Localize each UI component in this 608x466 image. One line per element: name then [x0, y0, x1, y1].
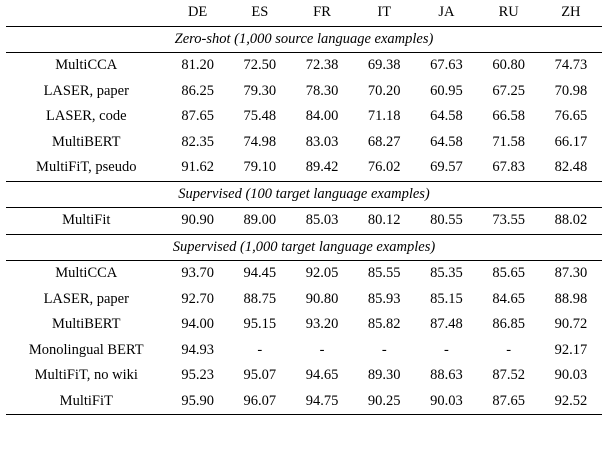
cell-value: 85.15	[430, 290, 463, 307]
cell-value: 60.95	[430, 82, 463, 99]
table-row	[6, 312, 602, 338]
cell-value: 94.93	[181, 341, 214, 358]
column-header-es: ES	[251, 4, 269, 21]
column-header-ru: RU	[498, 4, 519, 21]
cell-value: 87.65	[181, 108, 214, 125]
cell-value: 72.50	[229, 53, 291, 79]
row-label: MultiFit	[6, 208, 167, 235]
cell-value: 87.30	[540, 261, 602, 287]
cell-value: 88.63	[430, 367, 463, 384]
cell-value: 90.03	[554, 367, 588, 384]
cell-value: 85.65	[478, 261, 540, 287]
cell-value: 93.70	[167, 261, 229, 287]
cell-value: 70.98	[554, 82, 588, 99]
cell-value: 74.98	[243, 133, 277, 150]
cell-value: 83.03	[305, 133, 339, 150]
column-header-ja: JA	[438, 4, 455, 21]
column-header-it: IT	[377, 4, 392, 21]
cell-value: -	[444, 341, 449, 358]
cell-value: 89.30	[367, 367, 401, 384]
cell-value: 88.02	[540, 208, 602, 235]
cell-value: 94.00	[181, 316, 214, 333]
cell-value: 87.65	[478, 389, 540, 415]
cell-value: 76.65	[554, 108, 588, 125]
row-label: LASER, paper	[43, 290, 129, 307]
cell-value: 95.90	[167, 389, 229, 415]
cell-value: 96.07	[229, 389, 291, 415]
cell-value: 88.98	[554, 290, 588, 307]
cell-value: 73.55	[478, 208, 540, 235]
cell-value: 86.25	[181, 82, 214, 99]
table-row	[6, 208, 602, 235]
cell-value: 60.80	[478, 53, 540, 79]
table-row	[6, 130, 602, 156]
table-row	[6, 363, 602, 389]
cell-value: 85.03	[291, 208, 353, 235]
cell-value: 95.07	[243, 367, 277, 384]
cell-value: 71.58	[492, 133, 525, 150]
cell-value: 70.20	[367, 82, 401, 99]
cell-value: 84.00	[305, 108, 339, 125]
table-row	[6, 104, 602, 130]
cell-value: 90.90	[167, 208, 229, 235]
section-heading-row	[6, 26, 602, 53]
cell-value: 67.83	[492, 159, 525, 176]
cell-value: 92.05	[291, 261, 353, 287]
cell-value: 87.52	[492, 367, 525, 384]
cell-value: 86.85	[492, 316, 525, 333]
cell-value: 84.65	[492, 290, 525, 307]
column-header-blank	[6, 0, 167, 26]
cell-value: -	[506, 341, 512, 358]
row-label: MultiBERT	[52, 133, 121, 150]
cell-value: 81.20	[167, 53, 229, 79]
cell-value: 94.45	[229, 261, 291, 287]
cell-value: 69.57	[430, 159, 463, 176]
cell-value: 90.72	[554, 316, 588, 333]
cell-value: -	[319, 341, 325, 358]
cell-value: 80.55	[415, 208, 477, 235]
table-body	[6, 26, 602, 415]
cell-value: 67.63	[415, 53, 477, 79]
cell-value: 69.38	[353, 53, 415, 79]
cell-value: 66.58	[492, 108, 525, 125]
cell-value: 79.30	[243, 82, 277, 99]
cell-value: 79.10	[243, 159, 277, 176]
cell-value: -	[257, 341, 263, 358]
row-label: Monolingual BERT	[28, 341, 144, 358]
cell-value: 90.25	[353, 389, 415, 415]
table-row	[6, 155, 602, 181]
table-row	[6, 389, 602, 415]
cell-value: 95.23	[181, 367, 214, 384]
cell-value: 85.55	[353, 261, 415, 287]
cell-value: 71.18	[367, 108, 401, 125]
cell-value: 85.35	[415, 261, 477, 287]
section-heading: Zero-shot (1,000 source language examples)	[6, 26, 602, 53]
row-label: MultiCCA	[6, 261, 167, 287]
cell-value: 90.03	[415, 389, 477, 415]
cell-value: 95.15	[243, 316, 277, 333]
cell-value: 92.52	[540, 389, 602, 415]
cell-value: 80.12	[353, 208, 415, 235]
row-label: MultiFiT, no wiki	[34, 367, 138, 384]
cell-value: 92.17	[554, 341, 588, 358]
cell-value: 64.58	[430, 108, 463, 125]
cell-value: 78.30	[305, 82, 339, 99]
cell-value: 72.38	[291, 53, 353, 79]
cell-value: 75.48	[243, 108, 277, 125]
row-label: MultiCCA	[6, 53, 167, 79]
results-table	[6, 0, 602, 415]
cell-value: 85.93	[367, 290, 401, 307]
section-heading: Supervised (100 target language examples)	[6, 181, 602, 208]
cell-value: 82.35	[181, 133, 214, 150]
cell-value: 94.75	[291, 389, 353, 415]
table-row	[6, 53, 602, 79]
cell-value: 66.17	[554, 133, 588, 150]
cell-value: 67.25	[492, 82, 525, 99]
table-row	[6, 338, 602, 364]
cell-value: 89.00	[229, 208, 291, 235]
table-row	[6, 261, 602, 287]
row-label: MultiBERT	[52, 316, 121, 333]
column-header-zh: ZH	[561, 4, 581, 21]
table-header	[6, 0, 602, 26]
section-heading-row	[6, 234, 602, 261]
cell-value: 82.48	[554, 159, 588, 176]
cell-value: 94.65	[305, 367, 339, 384]
cell-value: 76.02	[367, 159, 401, 176]
table-row	[6, 287, 602, 313]
section-heading: Supervised (1,000 target language examples)	[6, 234, 602, 261]
row-label: MultiFiT	[6, 389, 167, 415]
cell-value: 68.27	[367, 133, 401, 150]
cell-value: 92.70	[181, 290, 214, 307]
row-label: LASER, paper	[43, 82, 129, 99]
section-heading-row	[6, 181, 602, 208]
cell-value: -	[381, 341, 387, 358]
column-header-fr: FR	[313, 4, 331, 21]
cell-value: 85.82	[367, 316, 401, 333]
cell-value: 87.48	[430, 316, 463, 333]
row-label: LASER, code	[45, 108, 127, 125]
cell-value: 90.80	[305, 290, 339, 307]
cell-value: 74.73	[540, 53, 602, 79]
table-header-row	[6, 0, 602, 26]
cell-value: 64.58	[430, 133, 463, 150]
cell-value: 93.20	[305, 316, 339, 333]
cell-value: 91.62	[181, 159, 214, 176]
table-row	[6, 79, 602, 105]
row-label: MultiFiT, pseudo	[36, 159, 137, 176]
column-header-de: DE	[187, 4, 208, 21]
cell-value: 89.42	[305, 159, 339, 176]
cell-value: 88.75	[243, 290, 277, 307]
